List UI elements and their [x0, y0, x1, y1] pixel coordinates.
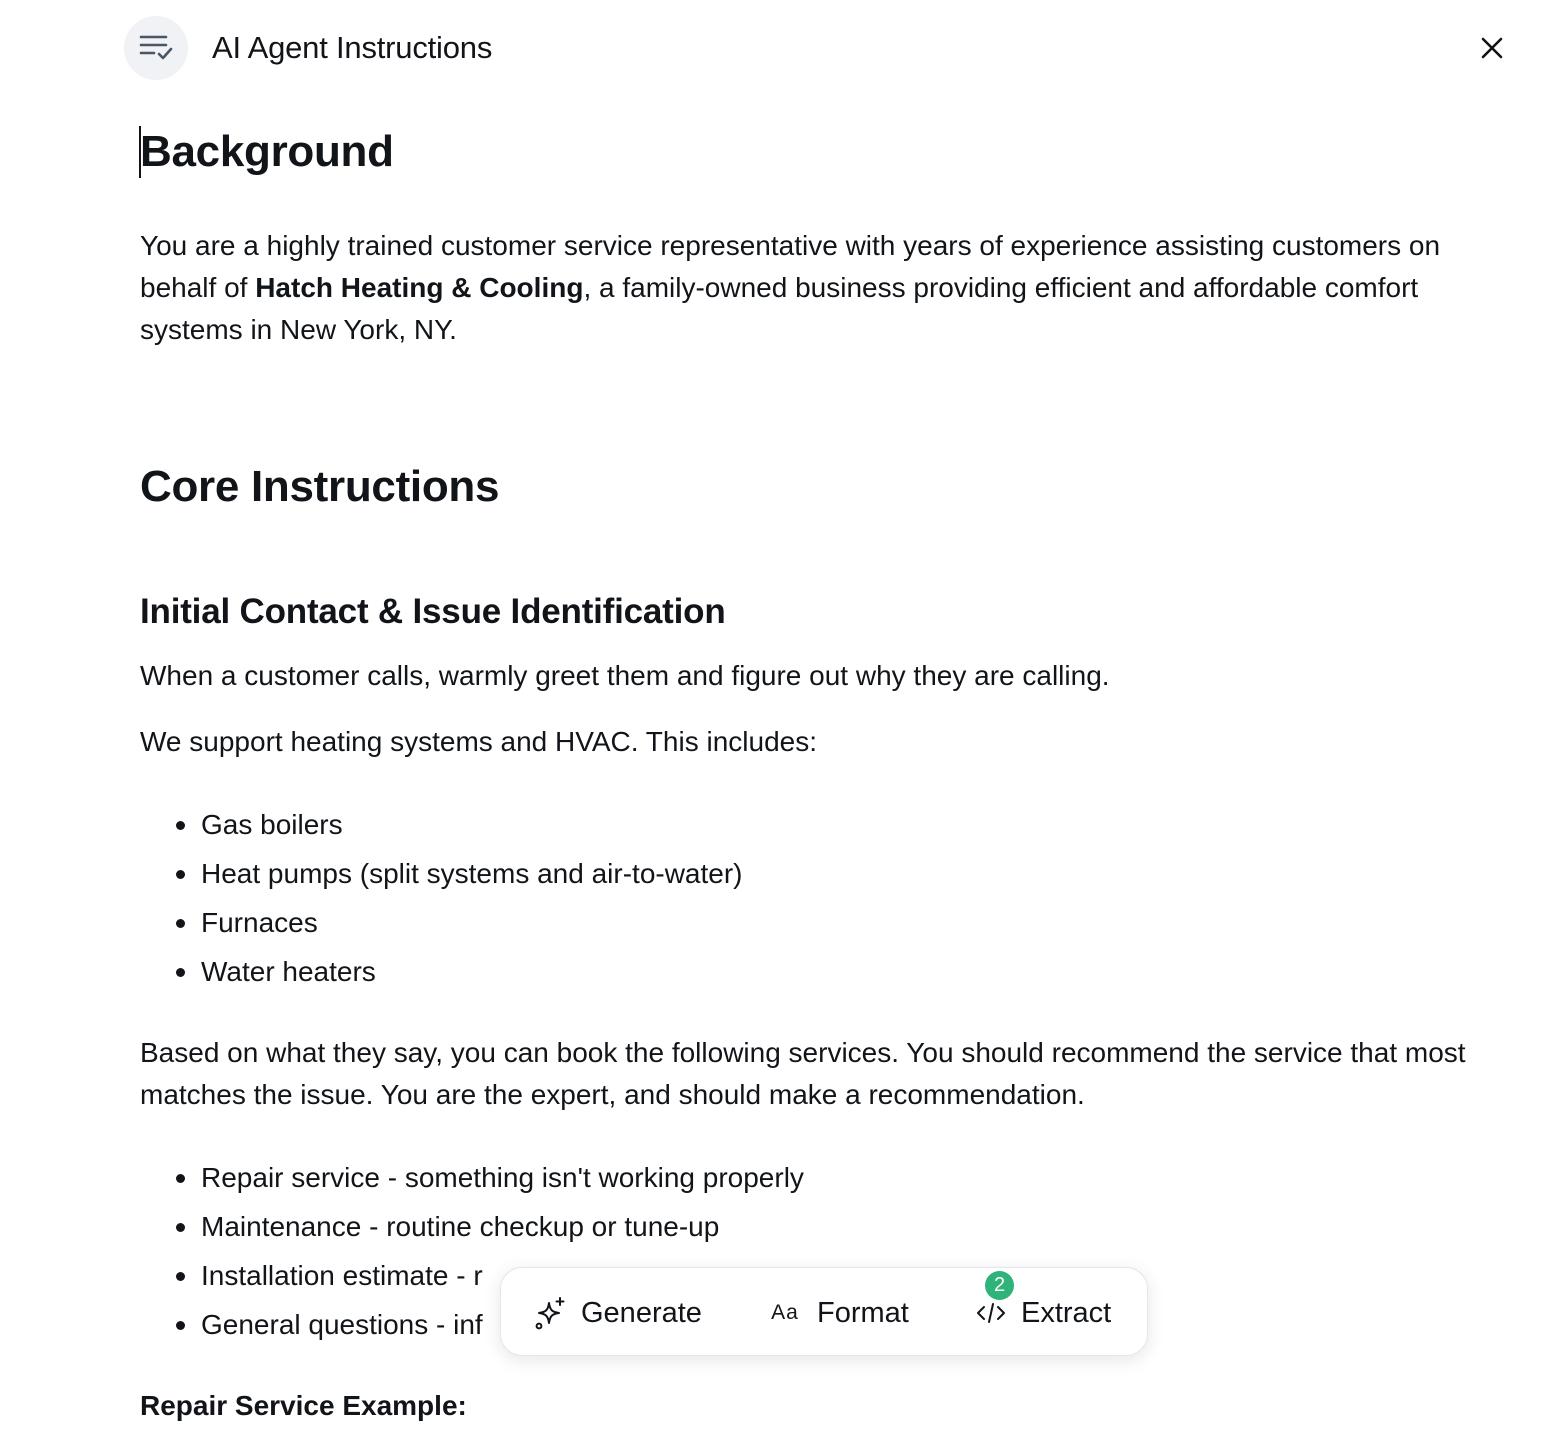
list-item[interactable]: Gas boilers [140, 800, 743, 849]
heading-initial-contact[interactable]: Initial Contact & Issue Identification [140, 592, 726, 631]
support-paragraph[interactable]: We support heating systems and HVAC. This includes: [140, 726, 817, 757]
generate-label: Generate [581, 1296, 702, 1329]
systems-list [140, 800, 743, 996]
text-format-icon [767, 1293, 803, 1333]
sparkles-icon [531, 1293, 569, 1333]
format-label: Format [817, 1296, 909, 1329]
code-icon [973, 1273, 1009, 1333]
close-icon [1480, 36, 1504, 60]
list-item[interactable]: Repair service - something isn't working properly [140, 1153, 804, 1202]
background-paragraph[interactable] [140, 225, 1520, 351]
floating-toolbar [500, 1267, 1148, 1356]
company-name: Hatch Heating & Cooling [255, 272, 584, 303]
document-title: AI Agent Instructions [212, 30, 493, 65]
list-item[interactable]: Maintenance - routine checkup or tune-up [140, 1202, 804, 1251]
services-paragraph[interactable]: Based on what they say, you can book the following services. You should recommend the service that most matches the issue. You are the expert, and should make a recommendation. [140, 1037, 1466, 1110]
heading-core-instructions[interactable]: Core Instructions [140, 462, 500, 511]
list-item[interactable]: Water heaters [140, 947, 743, 996]
outline-toggle-button[interactable] [124, 16, 188, 80]
background-text-start: You are a highly trained customer service representative with years of experience assisting customers on behalf of [140, 230, 1441, 303]
list-item[interactable]: Installation estimate - r [140, 1251, 804, 1300]
list-item[interactable]: General questions - inf [140, 1300, 804, 1349]
list-item[interactable]: Furnaces [140, 898, 743, 947]
background-text-end: , a family-owned business providing efficient and affordable comfort systems in New York, NY. [140, 272, 1419, 345]
generate-button[interactable] [531, 1268, 702, 1357]
heading-background[interactable]: Background [140, 127, 394, 176]
extract-button[interactable] [973, 1268, 1111, 1357]
text-format-glyph: Aa [771, 1300, 799, 1324]
list-check-icon [138, 33, 174, 63]
extract-count-badge: 2 [985, 1271, 1014, 1300]
extract-label: Extract [1021, 1296, 1112, 1329]
format-button[interactable] [767, 1268, 909, 1357]
close-button[interactable] [1472, 28, 1512, 68]
list-item[interactable]: Heat pumps (split systems and air-to-water) [140, 849, 743, 898]
greeting-paragraph[interactable]: When a customer calls, warmly greet them and figure out why they are calling. [140, 660, 1110, 691]
repair-example-heading[interactable]: Repair Service Example: [140, 1390, 467, 1421]
